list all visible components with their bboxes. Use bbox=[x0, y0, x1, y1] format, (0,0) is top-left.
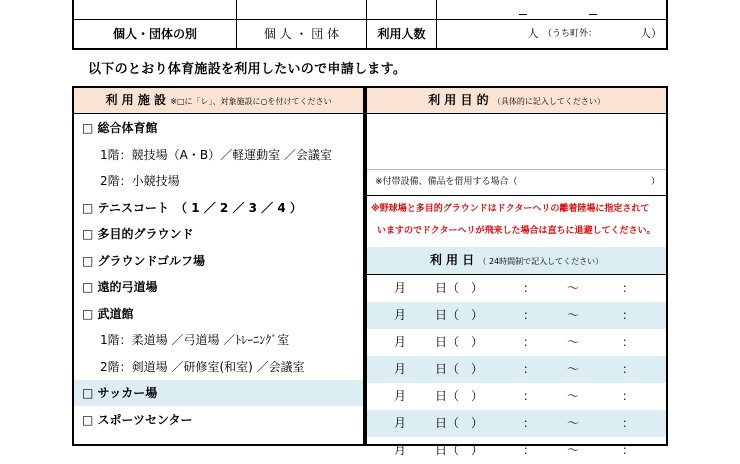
facility-panel bbox=[72, 86, 365, 446]
date-day: 日（ ） bbox=[435, 443, 484, 457]
facility-item-label: 2階：小競技場 bbox=[100, 174, 180, 188]
date-row[interactable] bbox=[367, 329, 666, 356]
facility-sub-item[interactable] bbox=[74, 354, 363, 380]
purpose-header-note: （具体的に記入してください） bbox=[492, 97, 605, 106]
date-month: 月 bbox=[394, 362, 407, 376]
equipment-row[interactable] bbox=[367, 169, 666, 196]
purpose-panel bbox=[365, 86, 668, 457]
divider bbox=[236, 0, 237, 19]
date-row[interactable] bbox=[367, 302, 666, 329]
doctor-heli-notice bbox=[367, 195, 666, 249]
date-row[interactable] bbox=[367, 383, 666, 410]
facility-item[interactable] bbox=[74, 248, 363, 274]
facility-item[interactable] bbox=[74, 195, 363, 221]
facility-item[interactable] bbox=[74, 274, 363, 300]
facility-item-label: 2階：剣道場 ／研修室(和室) ／会議室 bbox=[100, 359, 305, 374]
application-statement: 以下のとおり体育施設を利用したいので申請します。 bbox=[88, 62, 407, 77]
facility-item[interactable] bbox=[74, 407, 363, 433]
date-start-colon: ： bbox=[523, 389, 536, 403]
divider bbox=[366, 0, 367, 19]
date-start-colon: ： bbox=[523, 281, 536, 295]
applicant-type-options[interactable]: 個 人 ・ 団 体 bbox=[263, 27, 340, 41]
date-tilde: ～ bbox=[567, 389, 580, 403]
facility-item[interactable] bbox=[74, 301, 363, 327]
facility-header-note: ※□に「レ」、対象施設に○を付けてください bbox=[170, 97, 332, 106]
notice-line-2: いますのでドクターヘリが飛来した場合は直ちに退避してください。 bbox=[377, 226, 656, 236]
date-start-colon: ： bbox=[523, 443, 536, 457]
date-row[interactable] bbox=[367, 410, 666, 437]
facility-item-label: 1階：柔道場 ／弓道場 ／ﾄﾚｰﾆﾝｸﾞ室 bbox=[100, 333, 290, 347]
date-end-colon: ： bbox=[622, 389, 635, 403]
date-month: 月 bbox=[394, 335, 407, 349]
date-end-colon: ： bbox=[622, 362, 635, 376]
date-end-colon: ： bbox=[622, 443, 635, 457]
date-month: 月 bbox=[394, 281, 407, 295]
date-month: 月 bbox=[394, 416, 407, 430]
date-start-colon: ： bbox=[523, 308, 536, 322]
equipment-note: ※付帯設備、備品を借用する場合（ bbox=[375, 177, 518, 187]
date-end-colon: ： bbox=[622, 281, 635, 295]
facility-item[interactable] bbox=[74, 115, 363, 141]
date-month: 月 bbox=[394, 389, 407, 403]
date-header-note: （ 24時間制で記入してください） bbox=[478, 257, 604, 266]
facility-header bbox=[74, 88, 363, 114]
purpose-header bbox=[367, 88, 666, 114]
applicant-table-top-row bbox=[74, 0, 666, 20]
user-count-outside-unit: 人） bbox=[640, 27, 662, 40]
date-month: 月 bbox=[394, 443, 407, 457]
date-day: 日（ ） bbox=[435, 362, 484, 376]
date-row[interactable] bbox=[367, 275, 666, 302]
facility-item-label: □ テニスコート （ 1 ／ 2 ／ 3 ／ 4 ） bbox=[82, 200, 302, 215]
facility-item-label: □ サッカー場 bbox=[82, 386, 158, 400]
user-count-outside-label: （うち町外： bbox=[542, 29, 597, 39]
date-day: 日（ ） bbox=[435, 308, 484, 322]
date-row[interactable] bbox=[367, 356, 666, 383]
date-start-colon: ： bbox=[523, 416, 536, 430]
date-end-colon: ： bbox=[622, 308, 635, 322]
date-header-title: 利 用 日 bbox=[429, 253, 475, 267]
date-start-colon: ： bbox=[523, 362, 536, 376]
equipment-close: ） bbox=[650, 177, 660, 187]
date-start-colon: ： bbox=[523, 335, 536, 349]
date-day: 日（ ） bbox=[435, 416, 484, 430]
date-header bbox=[367, 247, 666, 275]
facility-item-label: □ 総合体育館 bbox=[82, 121, 158, 135]
date-day: 日（ ） bbox=[435, 335, 484, 349]
date-tilde: ～ bbox=[567, 362, 580, 376]
facility-item-label: □ 遠的弓道場 bbox=[82, 280, 158, 294]
purpose-header-title: 利 用 目 的 bbox=[428, 93, 489, 107]
applicant-type-label: 個人・団体の別 bbox=[112, 27, 197, 41]
facility-item-label: □ スポーツセンター bbox=[82, 412, 193, 427]
facility-item-label: □ 多目的グラウンド bbox=[82, 227, 194, 241]
facility-item[interactable] bbox=[74, 221, 363, 247]
date-tilde: ～ bbox=[567, 443, 580, 457]
facility-item-label: □ グラウンドゴルフ場 bbox=[82, 253, 206, 268]
date-tilde: ～ bbox=[567, 308, 580, 322]
facility-header-title: 利 用 施 設 bbox=[105, 93, 167, 107]
facility-item-label: □ 武道館 bbox=[82, 306, 134, 321]
facility-sub-item[interactable] bbox=[74, 168, 363, 194]
date-end-colon: ： bbox=[622, 416, 635, 430]
notice-line-1: ※野球場と多目的グラウンドはドクターヘリの離着陸場に指定されて bbox=[371, 204, 650, 214]
date-tilde: ～ bbox=[567, 416, 580, 430]
date-tilde: ～ bbox=[567, 281, 580, 295]
applicant-table bbox=[72, 0, 668, 50]
date-day: 日（ ） bbox=[435, 389, 484, 403]
facility-sub-item[interactable] bbox=[74, 142, 363, 168]
facility-item-label: 1階：競技場（A・B）／軽運動室 ／会議室 bbox=[100, 147, 332, 162]
user-count-label: 利用人数 bbox=[377, 27, 426, 41]
divider bbox=[436, 20, 437, 48]
divider bbox=[436, 0, 437, 19]
user-count-unit: 人 bbox=[527, 27, 539, 40]
date-month: 月 bbox=[394, 308, 407, 322]
underline-mark bbox=[589, 14, 597, 15]
date-row[interactable] bbox=[367, 437, 666, 464]
facility-item[interactable] bbox=[74, 380, 363, 406]
facility-sub-item[interactable] bbox=[74, 327, 363, 353]
date-tilde: ～ bbox=[567, 335, 580, 349]
date-day: 日（ ） bbox=[435, 281, 484, 295]
applicant-table-type-row bbox=[74, 20, 666, 48]
date-end-colon: ： bbox=[622, 335, 635, 349]
purpose-input-area[interactable] bbox=[367, 114, 666, 170]
underline-mark bbox=[519, 14, 527, 15]
